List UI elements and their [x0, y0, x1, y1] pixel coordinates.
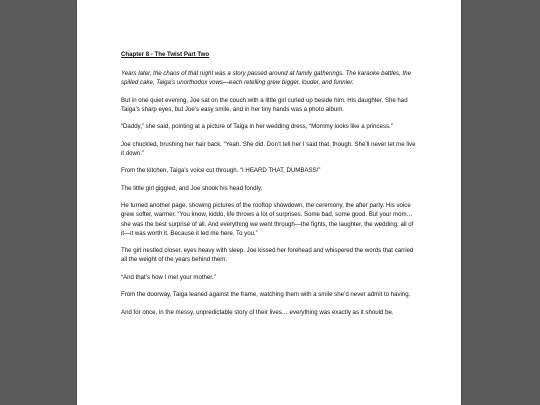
- paragraph: From the kitchen, Taiga’s voice cut through. “I HEARD THAT, DUMBASS!”: [121, 167, 321, 175]
- paragraph: From the doorway, Taiga leaned against the frame, watching them with a smile she’d never admit to having.: [121, 291, 411, 299]
- chapter-heading: Chapter 8 - The Twist Part Two: [121, 51, 210, 58]
- paragraph: The little girl giggled, and Joe shook his head fondly.: [121, 184, 263, 192]
- paragraph: Years later, the chaos of that night was a story passed around at family gatherings. The karaoke battles, the spilled cake, Taiga’s unorthodox vows—each retelling grew bigger, louder, and funnier.: [121, 70, 411, 87]
- paragraph: But in one quiet evening, Joe sat on the couch with a little girl curled up beside him. His daughter. She had Taiga’s sharp eyes, but Joe’s easy smile, and in her tiny hands was a photo album.: [121, 96, 408, 113]
- paragraph: And for once, in the messy, unpredictable story of their lives… everything was exactly as it should be.: [121, 308, 394, 316]
- paragraph: He turned another page, showing pictures of the rooftop showdown, the ceremony, the after party. His voice grew softer, warmer. “You know, kiddo, life throws a lot of surprises. Some bad, some good. But your mom… she was the best surprise of all. And everything we went through—the fights, the laughter, the wedding, all of it—it was worth it. Because it led me here. To you.”: [121, 202, 414, 237]
- paragraph: “Daddy,” she said, pointing at a picture of Taiga in her wedding dress, “Mommy looks like a princess.”: [121, 123, 393, 131]
- document-body: [121, 50, 418, 325]
- paragraph: “And that’s how I met your mother.”: [121, 273, 216, 281]
- paragraph: Joe chuckled, brushing her hair back. “Yeah. She did. Don’t tell her I said that, though. She’ll never let me live it down.”: [121, 140, 416, 157]
- document-page: [77, 0, 461, 405]
- paragraph: The girl nestled closer, eyes heavy with sleep. Joe kissed her forehead and whispered the words that carried all the weight of the years behind them:: [121, 247, 414, 264]
